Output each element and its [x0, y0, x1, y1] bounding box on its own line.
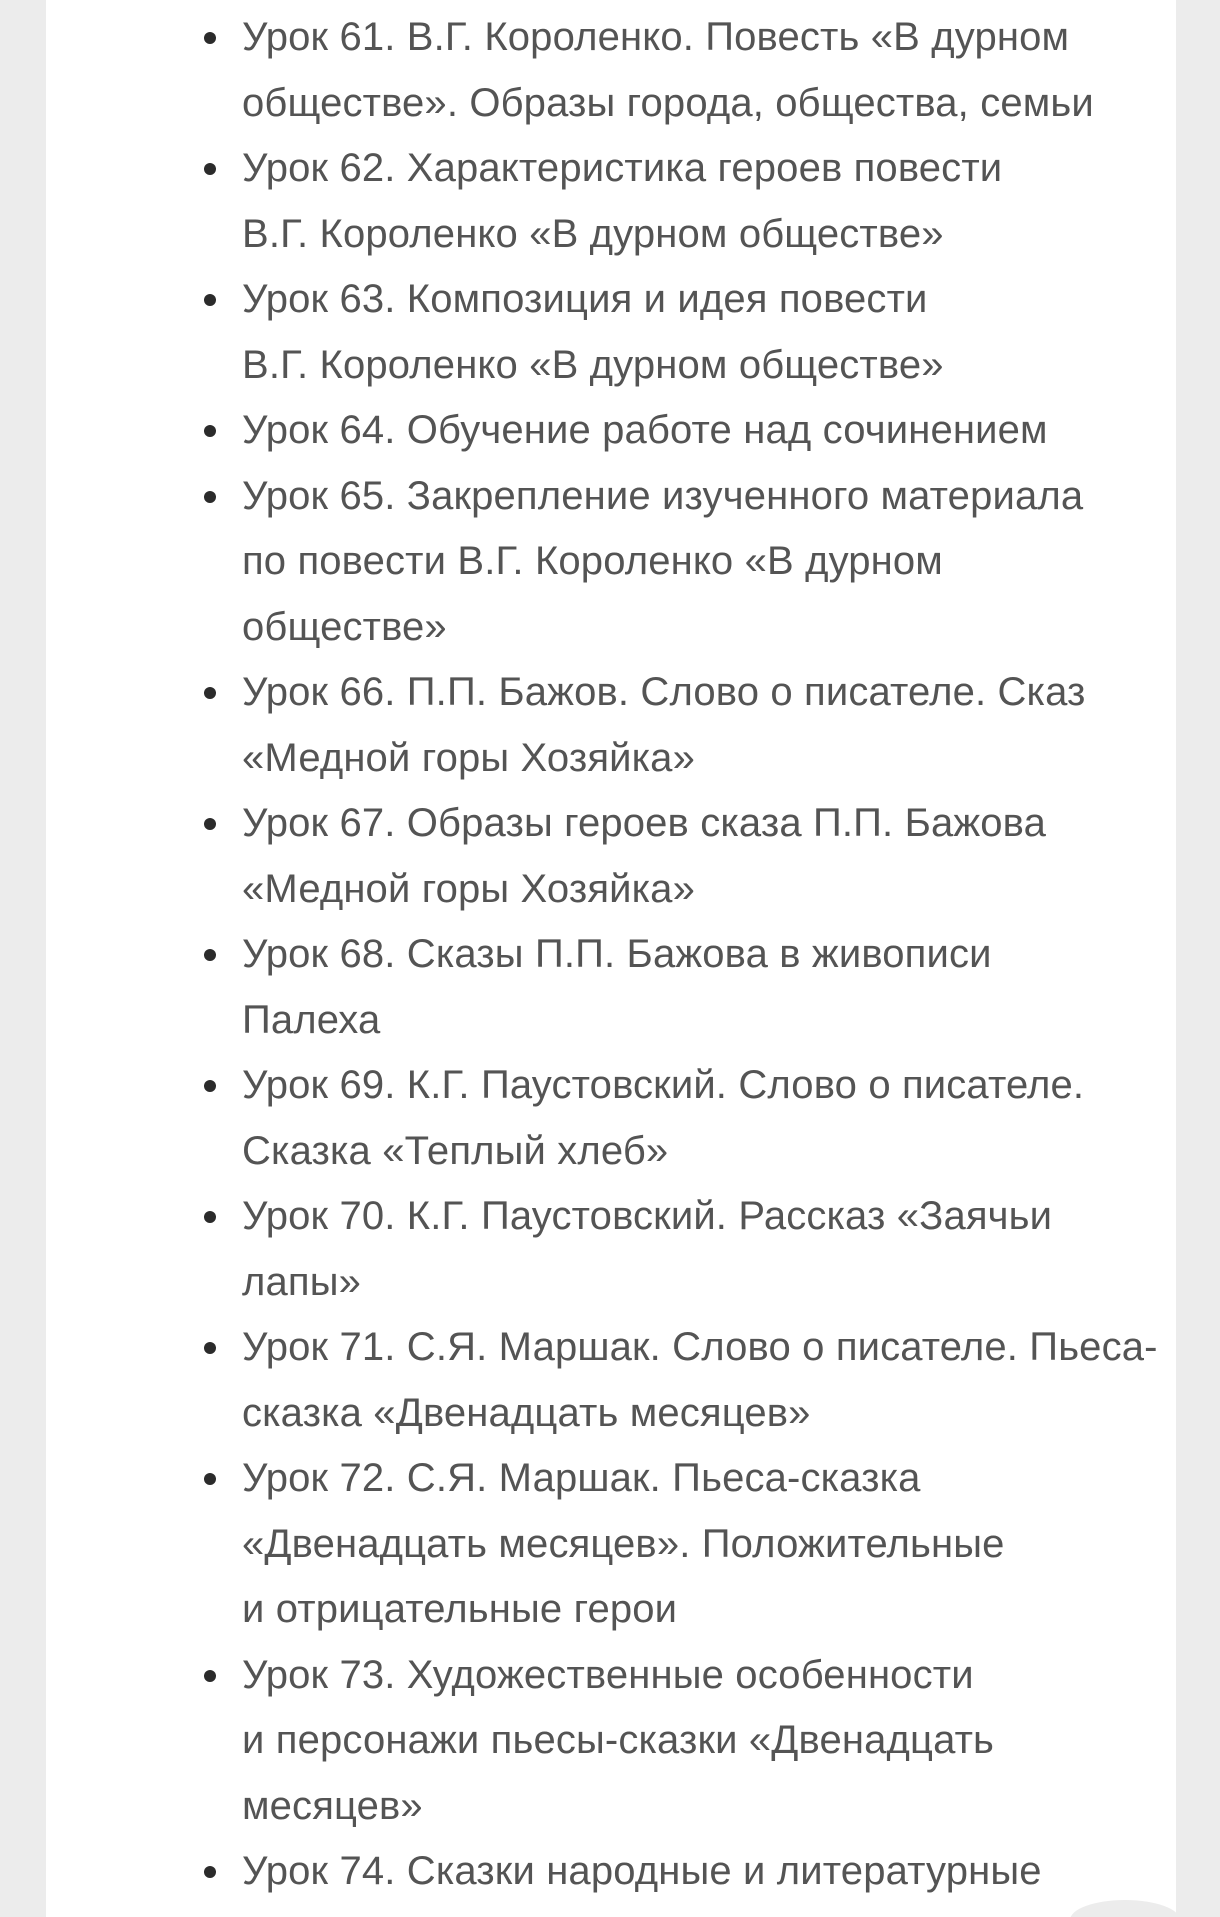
lesson-title: Урок 73. Художественные особенности и персонажи пьесы-сказки «Двенадцать месяцев»	[242, 1652, 995, 1828]
lesson-title: Урок 70. К.Г. Паустовский. Рассказ «Заячьи лапы»	[242, 1194, 1053, 1304]
lesson-title: Урок 69. К.Г. Паустовский. Слово о писателе. Сказка «Теплый хлеб»	[242, 1063, 1085, 1173]
bullet-icon	[204, 425, 216, 437]
bullet-icon	[204, 1211, 216, 1223]
bullet-icon	[204, 687, 216, 699]
lesson-title: Урок 68. Сказы П.П. Бажова в живописи Палеха	[242, 932, 992, 1042]
lesson-title: Урок 67. Образы героев сказа П.П. Бажова «Медной горы Хозяйка»	[242, 801, 1047, 911]
bullet-icon	[204, 1473, 216, 1485]
bullet-icon	[204, 294, 216, 306]
lesson-title: Урок 62. Характеристика героев повести В.Г. Короленко «В дурном обществе»	[242, 146, 1003, 256]
bullet-icon	[204, 163, 216, 175]
lesson-title: Урок 64. Обучение работе над сочинением	[242, 408, 1048, 452]
lesson-title: Урок 66. П.П. Бажов. Слово о писателе. Сказ «Медной горы Хозяйка»	[242, 670, 1086, 780]
lesson-title: Урок 61. В.Г. Короленко. Повесть «В дурном обществе». Образы города, общества, семьи	[242, 15, 1094, 125]
list-item	[242, 660, 1202, 791]
article-content	[46, 0, 1176, 1917]
list-item	[242, 398, 1202, 464]
list-item	[242, 1315, 1202, 1446]
list-item	[242, 1184, 1202, 1315]
lesson-title: Урок 74. Сказки народные и литературные	[242, 1849, 1042, 1893]
bullet-icon	[204, 1670, 216, 1682]
list-item	[242, 791, 1202, 922]
lesson-list	[242, 5, 1202, 1905]
bullet-icon	[204, 1866, 216, 1878]
list-item	[242, 136, 1202, 267]
list-item	[242, 922, 1202, 1053]
bullet-icon	[204, 32, 216, 44]
list-item	[242, 267, 1202, 398]
lesson-title: Урок 63. Композиция и идея повести В.Г. Короленко «В дурном обществе»	[242, 277, 944, 387]
list-item	[242, 5, 1202, 136]
lesson-title: Урок 72. С.Я. Маршак. Пьеса-сказка «Двенадцать месяцев». Положительные и отрицательные герои	[242, 1456, 1005, 1631]
bullet-icon	[204, 491, 216, 503]
lesson-title: Урок 71. С.Я. Маршак. Слово о писателе. Пьеса- сказка «Двенадцать месяцев»	[242, 1325, 1158, 1435]
list-item	[242, 1643, 1202, 1840]
list-item	[242, 1053, 1202, 1184]
lesson-title: Урок 65. Закрепление изученного материала по повести В.Г. Короленко «В дурном обществе»	[242, 473, 1084, 649]
bullet-icon	[204, 949, 216, 961]
list-item	[242, 1446, 1202, 1643]
bullet-icon	[204, 818, 216, 830]
list-item	[242, 1839, 1202, 1905]
list-item	[242, 464, 1202, 661]
bullet-icon	[204, 1342, 216, 1354]
bullet-icon	[204, 1080, 216, 1092]
